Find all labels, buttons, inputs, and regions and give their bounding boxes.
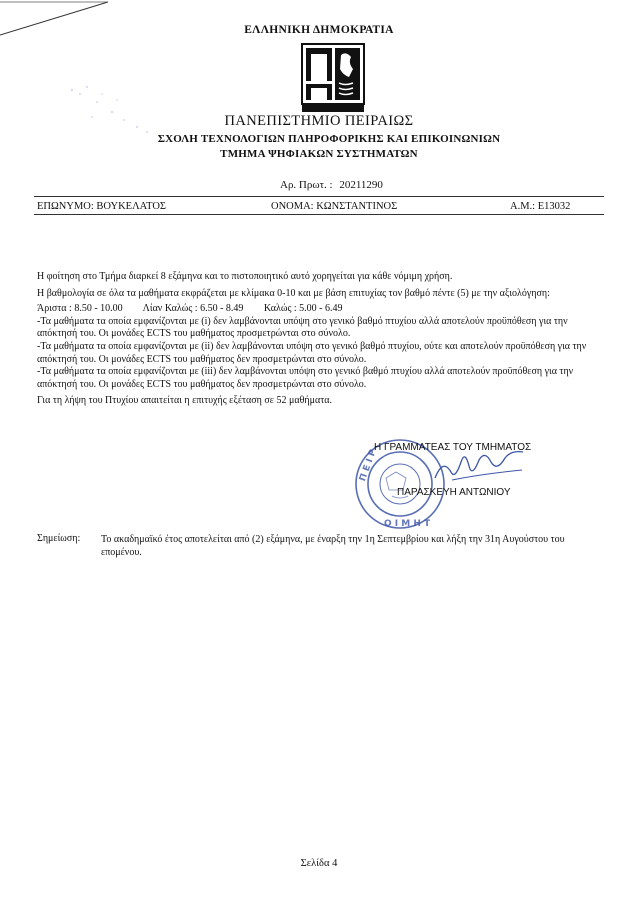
paragraph-duration: Η φοίτηση στο Τμήμα διαρκεί 8 εξάμηνα και το πιστοποιητικό αυτό χορηγείται για κάθε νόμιμη χρήση. <box>37 271 453 282</box>
student-am: Α.Μ.: Ε13032 <box>510 201 571 212</box>
grade-excellent: Άριστα : 8.50 - 10.00 <box>37 303 123 315</box>
page-number: Σελίδα 4 <box>300 858 338 869</box>
school-name: ΣΧΟΛΗ ΤΕΧΝΟΛΟΓΙΩΝ ΠΛΗΡΟΦΟΡΙΚΗΣ ΚΑΙ ΕΠΙΚΟΙΝΩΝΙΩΝ <box>157 133 501 145</box>
protocol-number <box>280 179 383 191</box>
note-text: Το ακαδημαϊκό έτος αποτελείται από (2) εξάμηνα, με έναρξη την 1η Σεπτεμβρίου και λήξη την 31η Αυγούστου του επομένου. <box>101 534 565 558</box>
divider-bottom <box>34 214 604 215</box>
grade-scale <box>37 303 602 316</box>
svg-text:Π Ε Ι Ρ: Π Ε Ι Ρ <box>358 448 379 483</box>
paragraph-grading: Η βαθμολογία σε όλα τα μαθήματα εκφράζεται με κλίμακα 0-10 και με βάση επιτυχίας τον βαθμό πέντε (5) με την αξιολόγηση: <box>37 287 550 299</box>
student-name: ΟΝΟΜΑ: ΚΩΝΣΤΑΝΤΙΝΟΣ <box>271 201 398 212</box>
signatory-title: Η ΓΡΑΜΜΑΤΕΑΣ ΤΟΥ ΤΜΗΜΑΤΟΣ <box>374 442 532 453</box>
university-logo-icon <box>301 43 365 113</box>
student-surname: ΕΠΩΝΥΜΟ: ΒΟΥΚΕΛΑΤΟΣ <box>37 201 167 212</box>
certificate-body <box>37 271 602 408</box>
grade-good: Καλώς : 5.00 - 6.49 <box>263 303 343 315</box>
divider-top <box>34 196 604 197</box>
signatory-name: ΠΑΡΑΣΚΕΥΗ ΑΝΤΩΝΙΟΥ <box>397 487 511 498</box>
university-name: ΠΑΝΕΠΙΣΤΗΜΙΟ ΠΕΙΡΑΙΩΣ <box>224 113 414 129</box>
faint-stamp-mark <box>52 72 182 142</box>
handwritten-signature-icon <box>432 448 527 488</box>
paragraph-note-ii: -Τα μαθήματα τα οποία εμφανίζονται με (ii) δεν λαμβάνονται υπόψη στο γενικό βαθμό πτυχίου, ούτε και αποτελούν προϋπόθεση για την απόκτησή του. Οι μονάδες ECTS του μαθήματος δεν προσμετρώνται στο σύνολο. <box>37 340 587 365</box>
grade-very-good: Λίαν Καλώς : 6.50 - 8.49 <box>142 303 244 315</box>
paragraph-note-iii: -Τα μαθήματα τα οποία εμφανίζονται με (iii) δεν λαμβάνονται υπόψη στο γενικό βαθμό πτυχίου αλλά αποτελούν προϋπόθεση για την απόκτησή του. Οι μονάδες ECTS του μαθήματος δεν προσμετρώνται στο σύνολο. <box>37 366 574 390</box>
note-label: Σημείωση: <box>37 533 81 544</box>
svg-text:Ο Ι Μ Η Τ: Ο Ι Μ Η Τ <box>384 519 431 529</box>
paragraph-note-i: -Τα μαθήματα τα οποία εμφανίζονται με (i) δεν λαμβάνονται υπόψη στο γενικό βαθμό πτυχίου αλλά αποτελούν προϋπόθεση για την απόκτησή του. Οι μονάδες ECTS του μαθήματος προσμετρώνται στο σύνολο. <box>37 315 568 340</box>
paragraph-requirement: Για τη λήψη του Πτυχίου απαιτείται η επιτυχής εξέταση σε 52 μαθήματα. <box>37 395 332 407</box>
protocol-value: 20211290 <box>339 179 383 191</box>
protocol-label: Αρ. Πρωτ. : <box>280 179 333 191</box>
department-name: ΤΜΗΜΑ ΨΗΦΙΑΚΩΝ ΣΥΣΤΗΜΑΤΩΝ <box>220 148 418 160</box>
republic-heading: ΕΛΛΗΝΙΚΗ ΔΗΜΟΚΡΑΤΙΑ <box>244 24 394 36</box>
